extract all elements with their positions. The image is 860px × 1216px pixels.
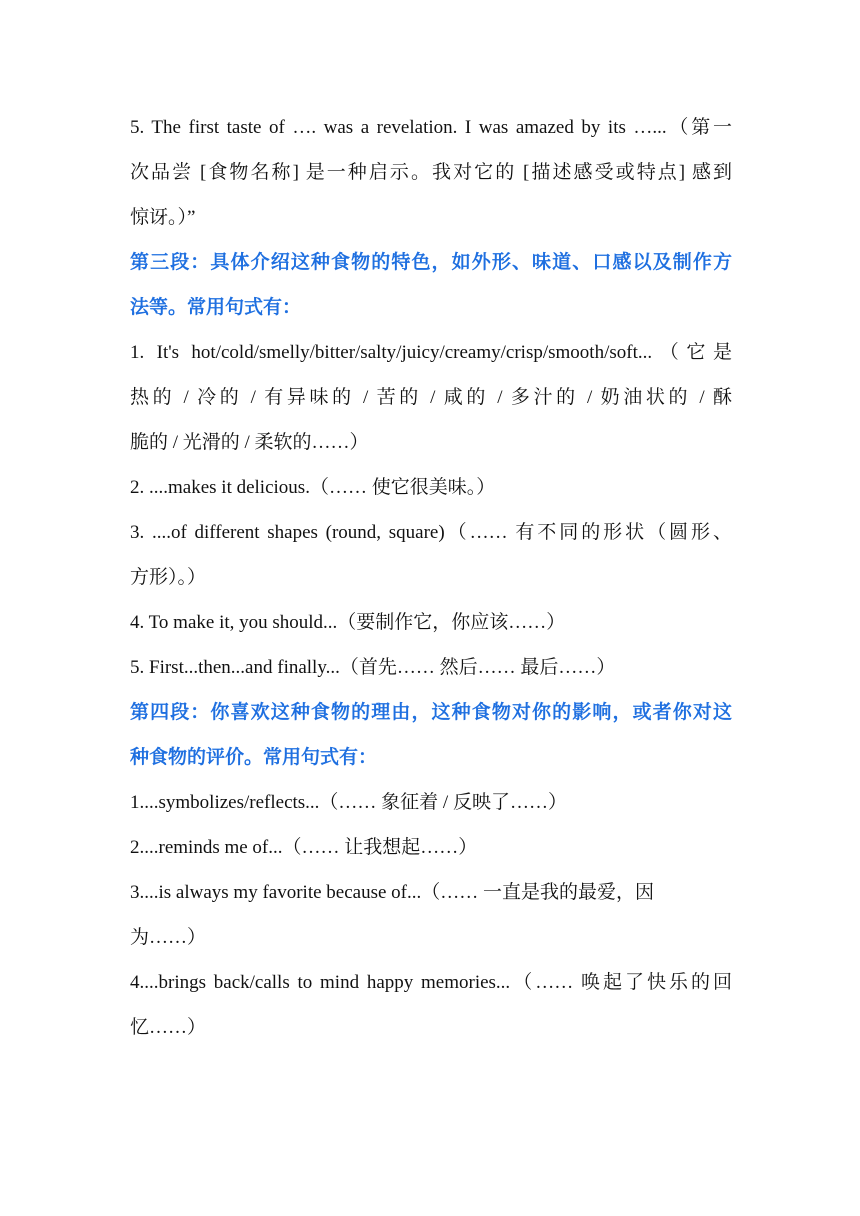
text-line: 4....brings back/calls to mind happy memories...（…… 唤起了快乐的回 [130, 972, 732, 993]
text-line: 1. It's hot/cold/smelly/bitter/salty/juicy/creamy/crisp/smooth/soft...（它是 [130, 342, 732, 363]
text-line: 4. To make it, you should...（要制作它，你应该……） [130, 612, 566, 633]
section-heading-4: 第四段：你喜欢这种食物的理由，这种食物对你的影响，或者你对这 [130, 702, 732, 723]
text-line: 1....symbolizes/reflects...（…… 象征着 / 反映了……） [130, 792, 567, 813]
text-line: 次品尝 [食物名称] 是一种启示。我对它的 [描述感受或特点] 感到 [130, 162, 732, 183]
text-line: 脆的 / 光滑的 / 柔软的……） [130, 432, 369, 453]
text-line: 忆……） [130, 1017, 207, 1038]
text-line: 2....reminds me of...（…… 让我想起……） [130, 837, 478, 858]
text-line: 为……） [130, 927, 207, 948]
section-heading-3: 第三段：具体介绍这种食物的特色，如外形、味道、口感以及制作方 [130, 252, 732, 273]
text-line: 3. ....of different shapes (round, square)（…… 有不同的形状（圆形、 [130, 522, 732, 543]
text-line: 2. ....makes it delicious.（…… 使它很美味。） [130, 477, 496, 498]
text-line: 3....is always my favorite because of...（…… 一直是我的最爱，因 [130, 882, 654, 903]
section-heading-4-cont: 种食物的评价。常用句式有： [130, 747, 378, 768]
section-heading-3-cont: 法等。常用句式有： [130, 297, 302, 318]
text-line: 5. The first taste of …. was a revelation. I was amazed by its …...（第一 [130, 117, 732, 138]
text-line: 5. First...then...and finally...（首先…… 然后…… 最后……） [130, 657, 616, 678]
document-body [130, 108, 732, 1053]
text-line: 热的 / 冷的 / 有异味的 / 苦的 / 咸的 / 多汁的 / 奶油状的 / 酥 [130, 387, 732, 408]
text-line: 惊讶。）” [130, 207, 196, 228]
text-line: 方形）。） [130, 567, 207, 588]
